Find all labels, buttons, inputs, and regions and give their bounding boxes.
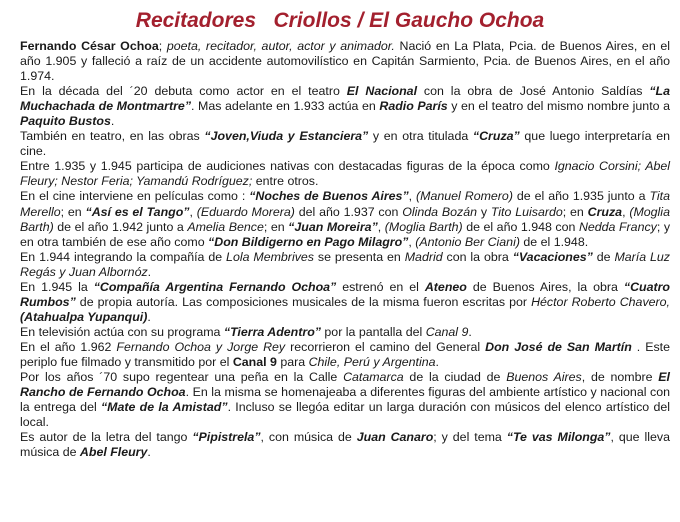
text-run: . [468, 324, 472, 339]
text-run: Buenos Aires [506, 370, 582, 385]
text-run: “Así es el Tango” [85, 204, 190, 219]
text-run: “Te vas Milonga” [506, 430, 611, 445]
text-run: , [622, 204, 630, 219]
biography-text [20, 39, 670, 460]
text-run: . En la misma se homenajeaba a diferentes figuras del ambiente artístico y nacional con la entrega del [20, 385, 670, 415]
paragraph-2 [20, 84, 670, 129]
text-run: “Cruza” [472, 129, 520, 144]
text-run: de el año 1.942 junto a [53, 219, 188, 234]
text-run: ; y del tema [433, 430, 507, 445]
text-run: Paquito Bustos [20, 114, 111, 129]
text-run: . [147, 264, 152, 279]
paragraph-5 [20, 189, 670, 249]
text-run: Don José de San Martín [485, 339, 632, 354]
text-run: ; y en otra también de ese año como [20, 219, 671, 249]
paragraph-6 [20, 250, 670, 280]
text-run: En la década del ´20 debuta como actor en el teatro [20, 84, 347, 99]
text-run: Héctor Roberto Chavero, [531, 294, 670, 309]
text-run: “Compañía Argentina Fernando Ochoa” [93, 279, 337, 294]
text-run: y [477, 204, 491, 219]
text-run: “Mate de la Amistad” [100, 400, 228, 415]
text-run: En el cine interviene en películas como : [20, 189, 250, 204]
text-run: (Antonio Ber Ciani) [415, 234, 520, 249]
text-run: entre otros. [252, 174, 319, 189]
text-run: En el año 1.962 [20, 339, 117, 354]
text-run: con la obra de José Antonio Saldías [417, 84, 650, 99]
text-run: “Joven,Viuda y Estanciera” [204, 129, 369, 144]
text-run: Catamarca [343, 370, 404, 385]
text-run: del año 1.937 con [294, 204, 403, 219]
text-run: “Noches de Buenos Aires” [249, 189, 409, 204]
text-run: Canal 9 [232, 354, 277, 369]
text-run: Tito Luisardo [490, 204, 563, 219]
text-run: de propia autoría. Las composiciones musicales de la misma fueron escritas por [75, 294, 532, 309]
paragraph-7 [20, 280, 670, 325]
text-run: Juan Canaro [356, 430, 434, 445]
text-run: Chile, Perú y Argentina [308, 354, 436, 369]
text-run: ; [158, 39, 167, 53]
text-run: (Manuel Romero) [416, 189, 513, 204]
text-run: “Juan Moreira” [288, 219, 378, 234]
paragraph-11 [20, 430, 670, 460]
text-run: . Este periplo fue filmado y transmitido por el [20, 339, 670, 369]
text-run: Es autor de la letra del tango [20, 430, 193, 445]
text-run: . Mas adelante en 1.933 actúa en [191, 99, 380, 114]
text-run: de el año 1.948 con [462, 219, 579, 234]
text-run: Olinda Bozán [402, 204, 477, 219]
text-run: ; en [562, 204, 588, 219]
text-run: (Eduardo Morera) [196, 204, 295, 219]
text-run: , con música de [260, 430, 357, 445]
text-run: . [147, 309, 151, 324]
text-run: En 1.945 la [20, 279, 94, 294]
page-title: Recitadores Criollos / El Gaucho Ochoa [135, 9, 545, 32]
text-run: “Pipistrela” [192, 430, 261, 445]
text-run: El Nacional [346, 84, 418, 99]
text-run: Nació en La Plata, Pcia. de Buenos Aires, en el año 1.905 y falleció a raíz de un accidente automovilístico en Capitán Sarmiento, Pcia. de Buenos Aires, en el año 1.974. [20, 39, 670, 84]
text-run: de Buenos Aires, la obra [466, 279, 624, 294]
paragraph-4 [20, 159, 670, 189]
text-run: y en otra titulada [368, 129, 473, 144]
text-run: , [189, 204, 197, 219]
text-run: . [147, 445, 151, 460]
paragraph-3 [20, 129, 670, 159]
text-run: estrenó en el [336, 279, 425, 294]
text-run: Entre 1.935 y 1.945 participa de audiciones nativas con destacadas figuras de la época como [20, 159, 555, 174]
text-run: En televisión actúa con su programa [20, 324, 224, 339]
text-run: Abel Fleury [79, 445, 148, 460]
text-run: “Tierra Adentro” [223, 324, 321, 339]
text-run: Fernando Ochoa y Jorge Rey [116, 339, 286, 354]
text-run: . [435, 354, 439, 369]
text-run: “Cuatro Rumbos” [20, 279, 670, 309]
text-run: “La Muchachada de Montmartre” [20, 84, 670, 114]
text-run: María Luz Regás y Juan Albornóz [20, 249, 671, 279]
text-run: Cruza [587, 204, 623, 219]
text-run: recorrieron el camino del General [285, 339, 486, 354]
text-run: Amelia Bence [187, 219, 264, 234]
text-run: Radio París [379, 99, 448, 114]
text-run: de el 1.948. [519, 234, 589, 249]
text-run: (Atahualpa Yupanqui) [20, 309, 148, 324]
text-run: , [377, 219, 385, 234]
text-run: , que lleva música de [20, 430, 670, 460]
text-run: de [592, 249, 615, 264]
text-run: , [408, 234, 416, 249]
text-run: Madrid [404, 249, 443, 264]
paragraph-9 [20, 340, 670, 370]
text-run: , [408, 189, 417, 204]
text-run: por la pantalla del [320, 324, 426, 339]
text-run: “Vacaciones” [512, 249, 593, 264]
text-run: Ateneo [424, 279, 467, 294]
text-run: se presenta en [313, 249, 405, 264]
text-run: , de nombre [581, 370, 659, 385]
text-run: . Incluso se llegóa editar un larga duración con músicos del elenco artístico del local. [20, 400, 670, 430]
text-run: ; en [263, 219, 289, 234]
text-run: ; en [60, 204, 86, 219]
text-run: poeta, recitador, autor, actor y animador. [166, 39, 395, 53]
text-run: Ignacio Corsini; Abel Fleury; Nestor Feria; Yamandú Rodríguez; [20, 159, 670, 189]
paragraph-8 [20, 325, 670, 340]
text-run: . [110, 114, 115, 129]
text-run: que luego interpretaría en cine. [20, 129, 671, 159]
text-run: con la obra [442, 249, 513, 264]
paragraph-10 [20, 370, 670, 430]
text-run: Nedda Francy [578, 219, 657, 234]
text-run: de el año 1.935 junto a [512, 189, 650, 204]
text-run: Fernando César Ochoa [20, 39, 159, 53]
text-run: También en teatro, en las obras [20, 129, 205, 144]
text-run: (Moglia Barth) [384, 219, 463, 234]
text-run: Por los años ´70 supo regentear una peña en la Calle [20, 370, 344, 385]
text-run: Lola Membrives [226, 249, 314, 264]
text-run: Canal 9 [425, 324, 469, 339]
text-run: de la ciudad de [403, 370, 507, 385]
text-run: para [276, 354, 309, 369]
text-run: Tita Merello [20, 189, 670, 219]
text-run: y en el teatro del mismo nombre junto a [447, 99, 671, 114]
paragraph-1 [20, 39, 670, 84]
text-run: (Moglia Barth) [20, 204, 670, 234]
text-run: En 1.944 integrando la compañía de [20, 249, 227, 264]
text-run: “Don Bildigerno en Pago Milagro” [208, 234, 409, 249]
text-run: El Rancho de Fernando Ochoa [20, 370, 670, 400]
